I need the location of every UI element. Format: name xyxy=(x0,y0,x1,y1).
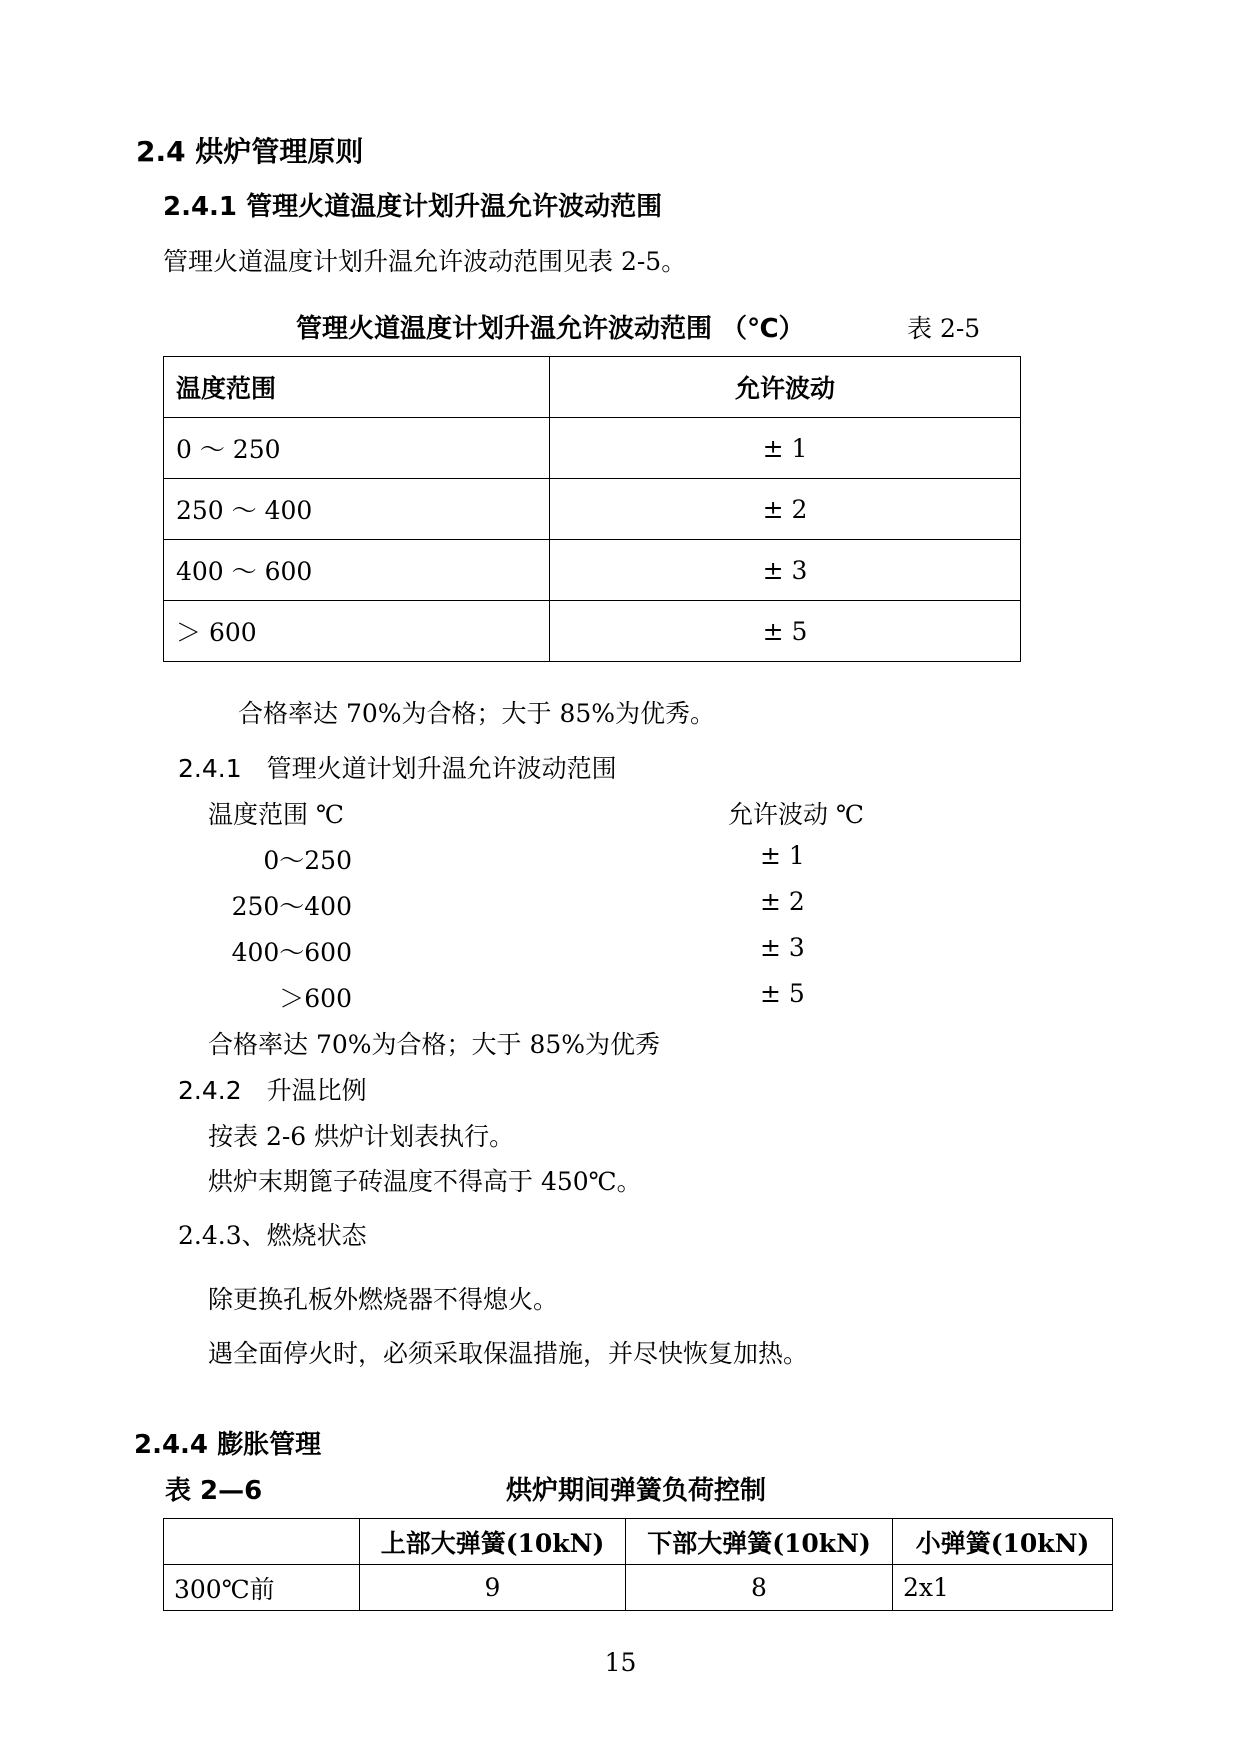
page-number: 15 xyxy=(604,1648,637,1677)
range-value: 0～250 xyxy=(263,846,352,875)
range-col1-header: 温度范围 ℃ xyxy=(208,800,344,829)
table-header-row xyxy=(164,1519,1113,1565)
section-2-4-2-title: 2.4.2 升温比例 xyxy=(178,1076,367,1105)
fluctuation-value: ± 3 xyxy=(760,933,805,962)
table-row xyxy=(164,540,1021,601)
range-note: 合格率达 70%为合格；大于 85%为优秀 xyxy=(208,1030,661,1059)
table-2-5-number: 表 2-5 xyxy=(907,314,981,343)
range-value: ＞600 xyxy=(279,984,352,1013)
section-2-4-title: 2.4 烘炉管理原则 xyxy=(136,135,364,168)
range-col2-header: 允许波动 ℃ xyxy=(728,800,864,829)
table-header-cell xyxy=(164,1519,360,1565)
table-cell: 400 ～ 600 xyxy=(164,540,550,601)
table-header-cell: 允许波动 xyxy=(550,357,1021,418)
section-2-4-2-line: 按表 2-6 烘炉计划表执行。 xyxy=(208,1122,515,1151)
table-cell: 8 xyxy=(626,1565,893,1611)
table-2-6-number: 表 2—6 xyxy=(165,1476,263,1506)
section-2-4-1b-title: 2.4.1 管理火道计划升温允许波动范围 xyxy=(178,754,617,783)
table-header-cell: 下部大弹簧(10kN) xyxy=(626,1519,893,1565)
table-cell: 9 xyxy=(360,1565,626,1611)
section-2-4-3-line: 除更换孔板外燃烧器不得熄火。 xyxy=(208,1285,559,1314)
table-cell: ± 3 xyxy=(550,540,1021,601)
table-cell: ± 1 xyxy=(550,418,1021,479)
table-cell: 300℃前 xyxy=(164,1565,360,1611)
table-cell: ± 5 xyxy=(550,601,1021,662)
section-2-4-1-intro: 管理火道温度计划升温允许波动范围见表 2-5。 xyxy=(163,247,687,276)
table-2-5-note: 合格率达 70%为合格；大于 85%为优秀。 xyxy=(238,699,716,728)
table-cell: ± 2 xyxy=(550,479,1021,540)
table-2-5-caption: 管理火道温度计划升温允许波动范围 （℃） xyxy=(296,314,805,344)
section-2-4-4-title: 2.4.4 膨胀管理 xyxy=(134,1430,322,1460)
table-row xyxy=(164,418,1021,479)
table-header-cell: 上部大弹簧(10kN) xyxy=(360,1519,626,1565)
range-value: 400～600 xyxy=(231,938,352,967)
table-2-6 xyxy=(163,1518,1113,1611)
section-2-4-3-title: 2.4.3、燃烧状态 xyxy=(178,1221,367,1250)
table-cell: ＞ 600 xyxy=(164,601,550,662)
section-2-4-1-title: 2.4.1 管理火道温度计划升温允许波动范围 xyxy=(163,192,663,222)
fluctuation-value: ± 5 xyxy=(760,979,805,1008)
fluctuation-value: ± 1 xyxy=(760,841,805,870)
table-row xyxy=(164,601,1021,662)
table-header-cell: 小弹簧(10kN) xyxy=(893,1519,1113,1565)
section-2-4-2-line: 烘炉末期篦子砖温度不得高于 450℃。 xyxy=(208,1167,642,1196)
table-2-5 xyxy=(163,356,1021,662)
range-value: 250～400 xyxy=(231,892,352,921)
table-header-cell: 温度范围 xyxy=(164,357,550,418)
fluctuation-value: ± 2 xyxy=(760,887,805,916)
table-2-6-caption: 烘炉期间弹簧负荷控制 xyxy=(506,1476,767,1506)
table-row xyxy=(164,1565,1113,1611)
table-cell: 0 ～ 250 xyxy=(164,418,550,479)
section-2-4-3-line: 遇全面停火时，必须采取保温措施，并尽快恢复加热。 xyxy=(208,1339,809,1368)
table-row xyxy=(164,479,1021,540)
table-cell: 2x1 xyxy=(893,1565,1113,1611)
table-header-row xyxy=(164,357,1021,418)
table-cell: 250 ～ 400 xyxy=(164,479,550,540)
